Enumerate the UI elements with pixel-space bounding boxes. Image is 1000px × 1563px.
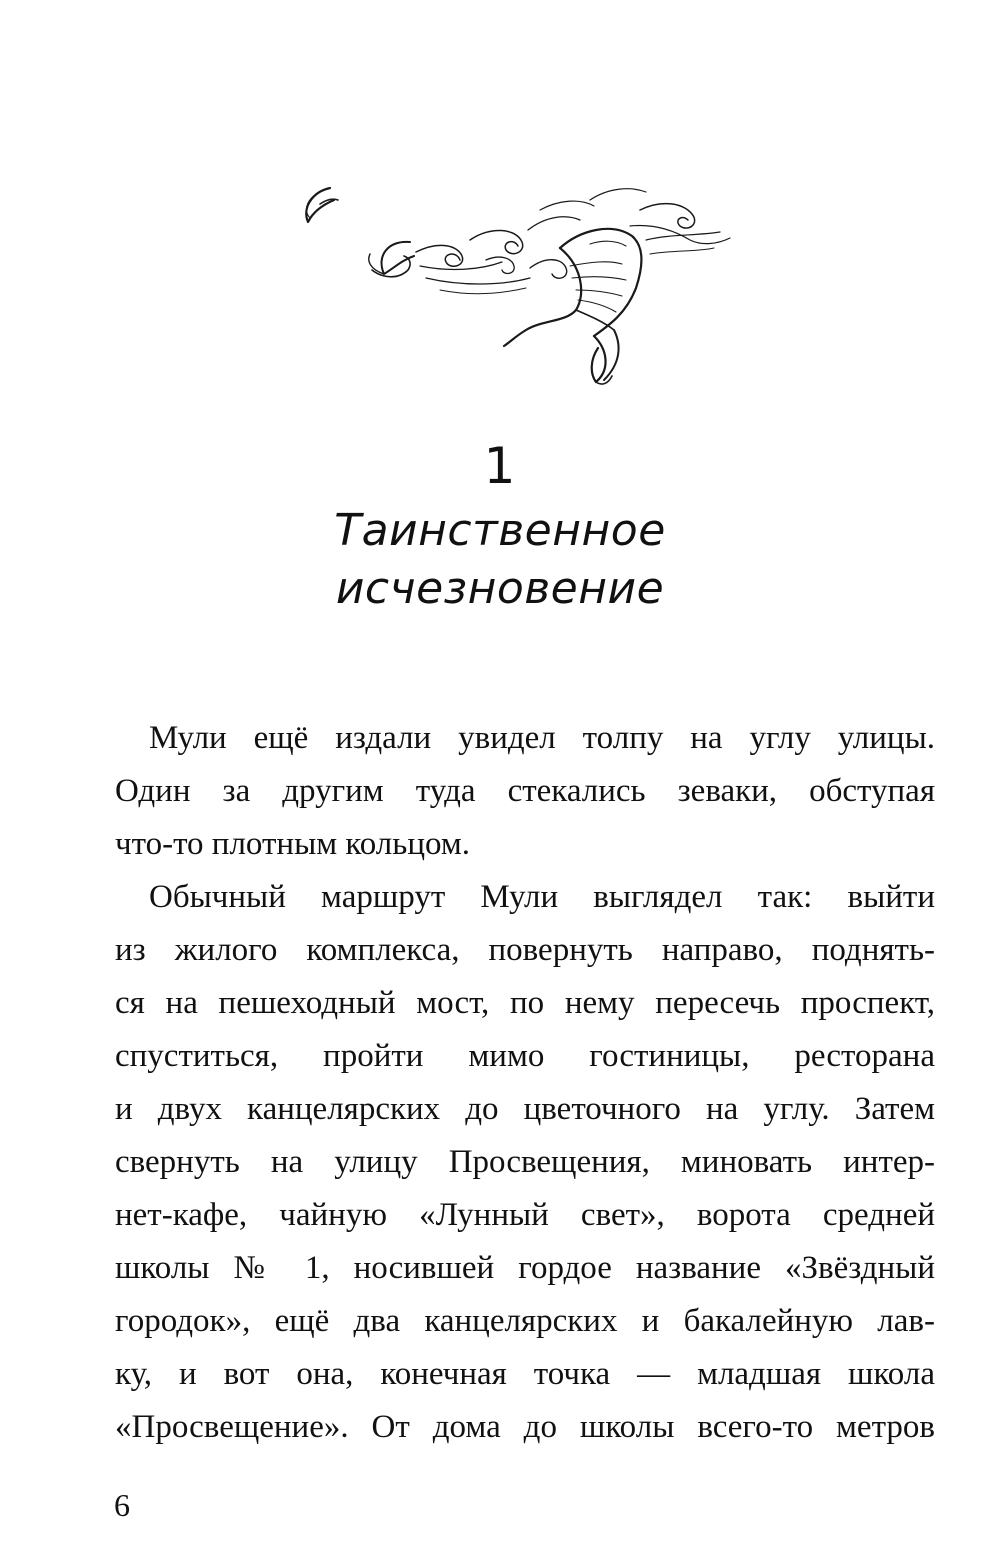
ginkgo-leaves-wind-swirls-icon bbox=[290, 170, 750, 390]
text-line: нет-кафе, чайную «Лунный свет», ворота средней bbox=[115, 1197, 935, 1233]
text-line: «Просвещение». От дома до школы всего-то метров bbox=[115, 1409, 935, 1445]
chapter-number: 1 bbox=[483, 437, 517, 495]
text-line: Мули ещё издали увидел толпу на углу улицы. bbox=[149, 720, 935, 756]
text-line: Обычный маршрут Мули выглядел так: выйти bbox=[149, 879, 935, 915]
text-line: ся на пешеходный мост, по нему пересечь проспект, bbox=[115, 985, 935, 1021]
text-line: Один за другим туда стекались зеваки, обступая bbox=[115, 773, 935, 809]
page-number: 6 bbox=[114, 1487, 130, 1523]
text-line: свернуть на улицу Просвещения, миновать интер- bbox=[115, 1144, 935, 1180]
paragraph bbox=[115, 871, 935, 1454]
text-line: из жилого комплекса, повернуть направо, поднять- bbox=[115, 932, 935, 968]
text-line: школы № 1, носившей гордое название «Звёздный bbox=[115, 1250, 935, 1286]
chapter-body bbox=[115, 712, 935, 1454]
paragraph bbox=[115, 712, 935, 871]
text-line: ку, и вот она, конечная точка — младшая школа bbox=[115, 1356, 935, 1392]
chapter-title-line: исчезновение bbox=[335, 563, 665, 614]
text-line: городок», ещё два канцелярских и бакалейную лав- bbox=[115, 1303, 935, 1339]
chapter-title bbox=[0, 502, 1000, 618]
text-line: спуститься, пройти мимо гостиницы, ресторана bbox=[115, 1038, 935, 1074]
chapter-title-line: Таинственное bbox=[334, 505, 666, 556]
text-line: и двух канцелярских до цветочного на углу. Затем bbox=[115, 1091, 935, 1127]
text-line: что-то плотным кольцом. bbox=[115, 826, 470, 862]
